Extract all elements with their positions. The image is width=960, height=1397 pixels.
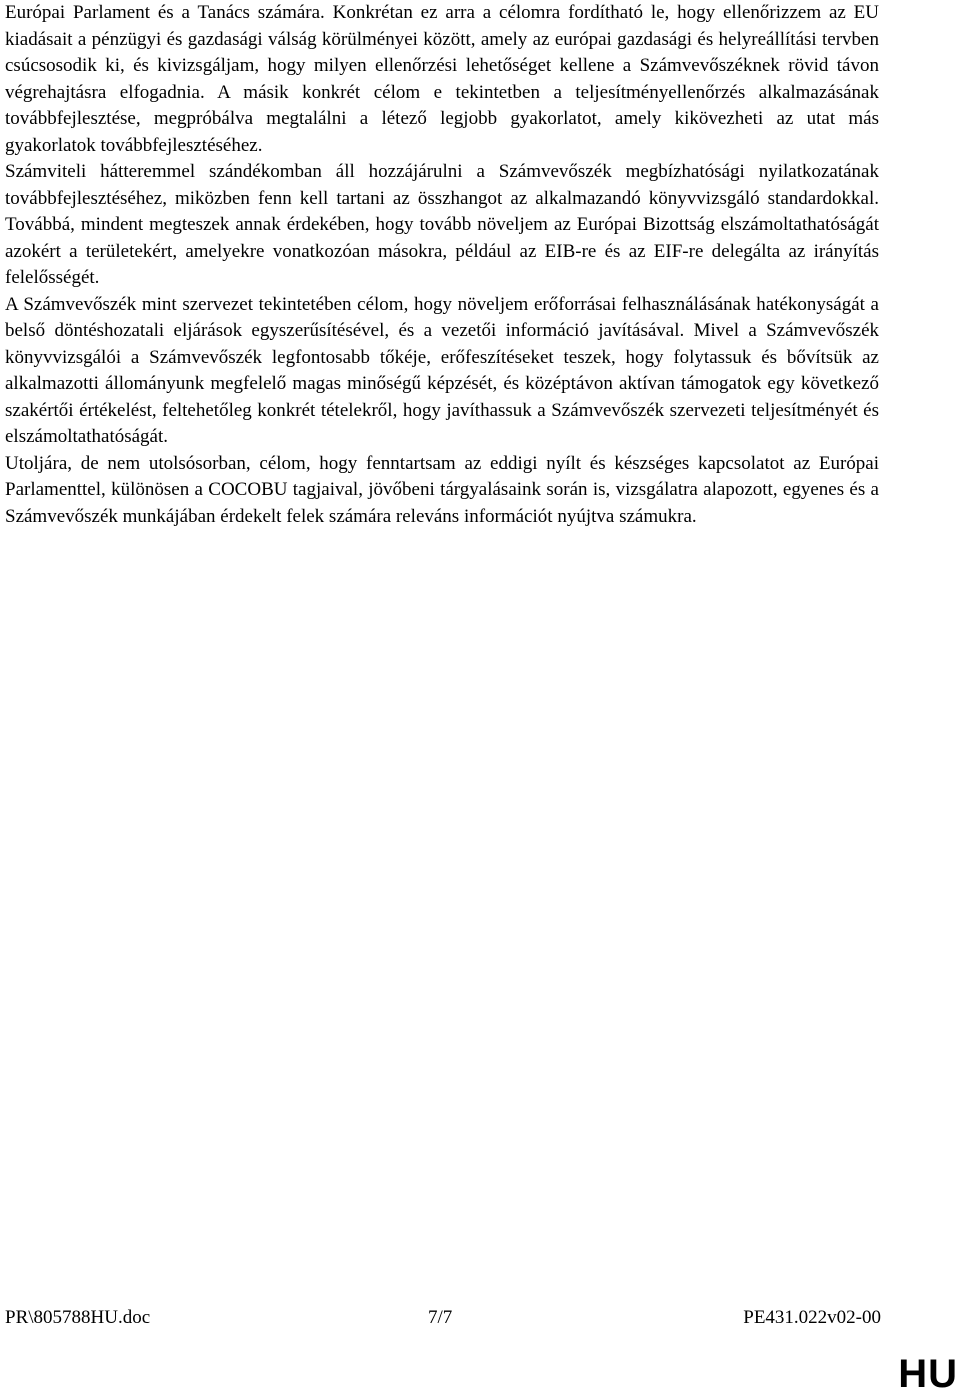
document-body (5, 0, 879, 530)
paragraph-3: A Számvevőszék mint szervezet tekintetében célom, hogy növeljem erőforrásai felhasználásának hatékonyságát a belső döntéshozatali eljárások egyszerűsítésével, és a vezetői információ javításával. Mivel a Számvevőszék könyvvizsgálói a Számvevőszék legfontosabb tőkéje, erőfeszítéseket teszek, hogy folytassuk és bővítsük az alkalmazotti állományunk megfelelő magas minőségű képzését, és középtávon aktívan támogatok egy következő szakértői értékelést, feltehetőleg konkrét tételekről, hogy javíthassuk a Számvevőszék szervezeti teljesítményét és elszámoltathatóságát. (5, 293, 879, 447)
footer-page-number: 7/7 (428, 1307, 453, 1328)
paragraph-4: Utoljára, de nem utolsósorban, célom, hogy fenntartsam az eddigi nyílt és készséges kapcsolatot az Európai Parlamenttel, különösen a COCOBU tagjaival, jövőbeni tárgyalásaink során is, vizsgálatra alapozott, egyenes és a Számvevőszék munkájában érdekelt felek számára releváns információt nyújtva számukra. (5, 452, 879, 527)
paragraph-1: Európai Parlament és a Tanács számára. Konkrétan ez arra a célomra fordítható le, hogy ellenőrizzem az EU kiadásait a pénzügyi és gazdasági válság körülményei között, amely az európai gazdasági és helyreállítási tervben csúcsosodik ki, és kivizsgáljam, hogy milyen ellenőrzési lehetőséget kellene a Számvevőszéknek rövid távon végrehajtásra elfogadnia. A másik konkrét célom e tekintetben a teljesítményellenőrzés alkalmazásának továbbfejlesztése, megpróbálva megtalálni a létező legjobb gyakorlatot, amely kikövezheti az utat más gyakorlatok továbbfejlesztéséhez. (5, 2, 879, 156)
language-code: HU (898, 1352, 958, 1396)
paragraph-2: Számviteli hátteremmel szándékomban áll hozzájárulni a Számvevőszék megbízhatósági nyilatkozatának továbbfejlesztéséhez, miközben fenn kell tartani az összhangot az alkalmazandó könyvvizsgáló standardokkal. Továbbá, mindent megteszek annak érdekében, hogy tovább növeljem az Európai Bizottság elszámoltathatóságát azokért a területekért, amelyekre vonatkozóan másokra, például az EIB-re és az EIF-re delegálta az irányítás felelősségét. (5, 161, 879, 288)
footer-pe-reference: PE431.022v02-00 (743, 1307, 881, 1328)
footer-doc-reference: PR\805788HU.doc (5, 1307, 151, 1328)
page-footer (5, 1305, 881, 1331)
